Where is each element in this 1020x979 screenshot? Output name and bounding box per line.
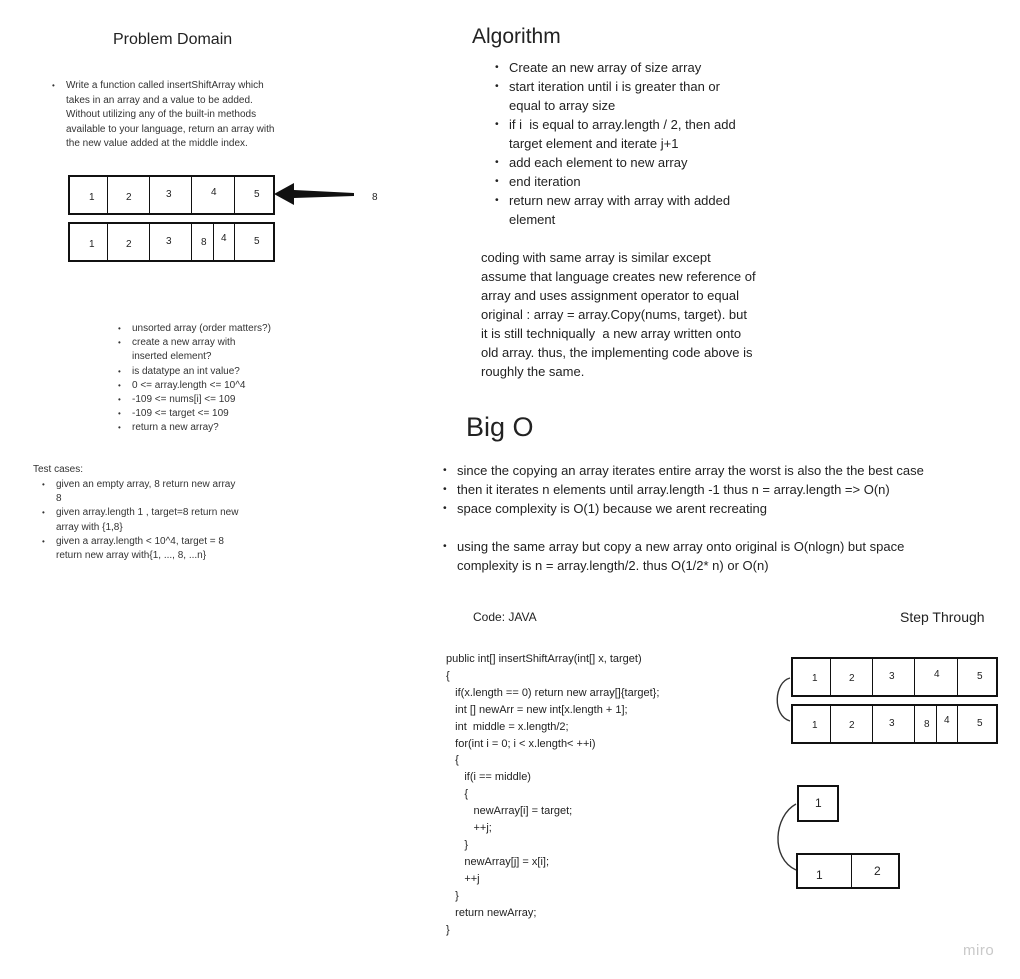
array-cell — [799, 787, 837, 820]
array-cell-value: 1 — [812, 673, 818, 684]
bigo-title: Big O — [466, 412, 534, 442]
array-cell — [915, 706, 937, 742]
code-line: int [] newArr = new int[x.length + 1]; — [446, 703, 628, 716]
array-cell-value: 1 — [815, 796, 822, 810]
array-cell-value: 1 — [89, 192, 95, 203]
array-cell — [793, 706, 831, 742]
array-cell-value: 5 — [254, 236, 260, 247]
code-line: if(i == middle) — [446, 771, 531, 784]
array-cell — [798, 855, 852, 887]
code-line: } — [446, 923, 450, 936]
step-array-result — [791, 704, 998, 744]
array-cell-value: 1 — [89, 239, 95, 250]
code-block — [446, 651, 659, 938]
bigo-point: • since the copying an array iterates entire array the worst is also the the best case — [439, 461, 1009, 480]
algorithm-steps — [491, 58, 791, 229]
array-cell — [108, 177, 150, 213]
insert-value: 8 — [372, 192, 378, 203]
test-case-item: • given array.length 1 , target=8 return new array with {1,8} — [38, 506, 298, 534]
step-array-pair — [796, 853, 900, 889]
array-cell-value: 8 — [924, 719, 930, 730]
code-title: Code: JAVA — [473, 610, 537, 624]
miro-watermark: miro — [963, 942, 995, 959]
question-item: • unsorted array (order matters?) — [114, 322, 314, 336]
test-cases-title: Test cases: — [33, 464, 84, 475]
bigo-extra-item — [439, 537, 1009, 575]
array-cell-value: 4 — [944, 715, 950, 726]
array-cell — [831, 659, 873, 695]
array-cell — [235, 224, 273, 260]
question-item: • 0 <= array.length <= 10^4 — [114, 379, 314, 393]
array-cell-value: 2 — [874, 864, 881, 878]
test-case-item: • given an empty array, 8 return new array 8 — [38, 478, 298, 506]
code-line: { — [446, 754, 459, 767]
code-line: { — [446, 669, 450, 682]
algorithm-step: • add each element to new array — [491, 153, 791, 172]
bigo-points — [439, 461, 1009, 518]
question-item: • create a new array with inserted element? — [114, 336, 314, 364]
question-item: • return a new array? — [114, 421, 314, 435]
array-cell — [192, 177, 235, 213]
code-line: ++j — [446, 872, 480, 885]
insert-arrow-icon — [272, 180, 358, 208]
array-cell-value: 1 — [816, 868, 823, 882]
bigo-extra — [439, 537, 1009, 575]
array-cell — [214, 224, 235, 260]
step-array-original — [791, 657, 998, 697]
array-cell — [873, 659, 915, 695]
array-cell — [873, 706, 915, 742]
array-cell — [937, 706, 958, 742]
array-cell-value: 3 — [166, 189, 172, 200]
code-line: { — [446, 788, 469, 801]
code-line: newArray[j] = x[i]; — [446, 855, 550, 868]
algorithm-title: Algorithm — [472, 25, 561, 48]
array-cell-value: 4 — [221, 233, 227, 244]
code-line: newArray[i] = target; — [446, 805, 573, 818]
test-case-item: • given a array.length < 10^4, target = 8 return new array with{1, ..., 8, ...n} — [38, 535, 298, 563]
array-cell — [150, 177, 192, 213]
array-cell-value: 5 — [254, 189, 260, 200]
array-cell — [958, 706, 996, 742]
code-line: } — [446, 889, 459, 902]
question-item: • is datatype an int value? — [114, 365, 314, 379]
algorithm-step: • Create an new array of size array — [491, 58, 791, 77]
test-cases — [38, 478, 298, 563]
array-cell-value: 2 — [126, 192, 132, 203]
array-cell-value: 3 — [889, 718, 895, 729]
array-cell — [831, 706, 873, 742]
problem-domain-title: Problem Domain — [113, 31, 233, 48]
code-line: for(int i = 0; i < x.length< ++i) — [446, 737, 596, 750]
bigo-point: • space complexity is O(1) because we arent recreating — [439, 499, 1009, 518]
array-cell-value: 4 — [934, 669, 940, 680]
array-cell — [70, 177, 108, 213]
problem-array-original — [68, 175, 275, 215]
array-cell-value: 8 — [201, 237, 207, 248]
algorithm-step: • if i is equal to array.length / 2, then add target element and iterate j+1 — [491, 115, 791, 153]
array-cell-value: 5 — [977, 718, 983, 729]
code-line: if(x.length == 0) return new array[]{target}; — [446, 686, 660, 699]
array-cell — [192, 224, 214, 260]
code-line: } — [446, 838, 469, 851]
array-cell-value: 3 — [889, 671, 895, 682]
array-cell — [958, 659, 996, 695]
array-cell-value: 4 — [211, 187, 217, 198]
code-line: int middle = x.length/2; — [446, 720, 569, 733]
question-item: • -109 <= target <= 109 — [114, 407, 314, 421]
step-through-title: Step Through — [900, 609, 985, 625]
problem-description-item — [48, 79, 308, 152]
bigo-extra-text: • using the same array but copy a new array onto original is O(nlogn) but space complexity is n = array.length/2. thus O(1/2* n) or O(n) — [457, 539, 905, 573]
array-cell-value: 2 — [126, 239, 132, 250]
bigo-point: • then it iterates n elements until array.length -1 thus n = array.length => O(n) — [439, 480, 1009, 499]
array-cell-value: 1 — [812, 720, 818, 731]
problem-description — [48, 79, 308, 152]
problem-questions — [114, 322, 314, 436]
array-cell — [108, 224, 150, 260]
step-array-single — [797, 785, 839, 822]
code-line: ++j; — [446, 822, 492, 835]
array-cell — [235, 177, 273, 213]
algorithm-step: • end iteration — [491, 172, 791, 191]
algorithm-step: • return new array with array with added element — [491, 191, 791, 229]
array-cell — [852, 855, 898, 887]
array-cell — [915, 659, 958, 695]
array-cell — [70, 224, 108, 260]
array-cell — [150, 224, 192, 260]
problem-array-result — [68, 222, 275, 262]
array-cell-value: 2 — [849, 673, 855, 684]
array-cell-value: 5 — [977, 671, 983, 682]
code-line: return newArray; — [446, 906, 537, 919]
array-cell — [793, 659, 831, 695]
code-line: public int[] insertShiftArray(int[] x, target) — [446, 653, 642, 665]
problem-description-text: • Write a function called insertShiftArray which takes in an array and a value to be added. Without utilizing any of the built-in methods available to your language, return an array with the new value added at the middle index. — [66, 80, 275, 149]
question-item: • -109 <= nums[i] <= 109 — [114, 393, 314, 407]
array-cell-value: 2 — [849, 720, 855, 731]
algorithm-note: coding with same array is similar except assume that language creates new reference of array and uses assignment operator to equal original : array = array.Copy(nums, target). but it is still techniqually a new array written onto old array. thus, the implementing code above is roughly the same. — [481, 250, 756, 379]
array-cell-value: 3 — [166, 236, 172, 247]
algorithm-step: • start iteration until i is greater than or equal to array size — [491, 77, 791, 115]
